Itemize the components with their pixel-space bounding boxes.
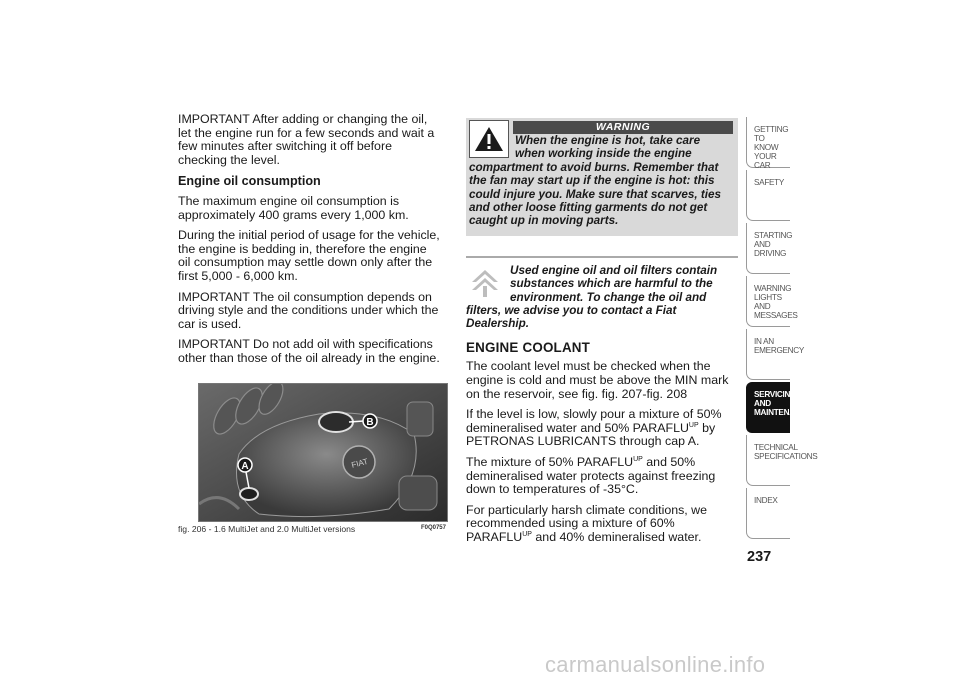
callout-b (363, 414, 377, 428)
environment-note (466, 264, 738, 331)
tab-getting-to-know[interactable]: GETTING TO KNOW YOUR CAR (746, 117, 790, 168)
tab-emergency[interactable]: IN AN EMERGENCY (746, 329, 790, 380)
tab-warning-lights[interactable]: WARNING LIGHTS AND MESSAGES (746, 276, 790, 327)
divider (466, 256, 738, 258)
paragraph-harsh-climate: For particularly harsh climate conditions, we recommended using a mixture of 60% $PARAFLU^{UP}$ and 40% demineralised water. (466, 502, 708, 544)
engine-photo-illustration (199, 384, 447, 521)
figure-caption (178, 524, 446, 534)
tab-starting-driving[interactable]: STARTING AND DRIVING (746, 223, 790, 274)
warning-triangle-icon (469, 120, 509, 158)
warning-text: When the engine is hot, take care when working inside the engine compartment to avoid burns. Remember that the fan may start up if the engine is hot: this could injure you. Make sure that scarves, ties and other loose fitting garments do not get caught up in moving parts. (469, 134, 722, 228)
tab-safety[interactable]: SAFETY (746, 170, 790, 221)
right-column (466, 118, 738, 552)
figure-caption-text: fig. 206 - 1.6 MultiJet and 2.0 MultiJet versions (178, 524, 356, 534)
tab-index[interactable]: INDEX (746, 488, 790, 539)
tab-technical-specs[interactable]: TECHNICAL SPECIFICATIONS (746, 435, 790, 486)
engine-figure (198, 383, 448, 522)
paragraph-coolant-level: The coolant level must be checked when the engine is cold and must be above the MIN mark on the reservoir, see fig. fig. 207-fig. 208 (466, 359, 729, 401)
paragraph-coolant-mixture: If the level is low, slowly pour a mixture of 50% demineralised water and 50% $PARAFLU^{UP}$ by PETRONAS LUBRICANTS through cap A. (466, 407, 722, 449)
figure-code: F0Q0757 (420, 525, 446, 531)
chapter-tabs (746, 117, 818, 541)
tab-servicing-maintenance[interactable]: SERVICING AND MAINTENANCE (746, 382, 790, 433)
heading-oil-consumption: Engine oil consumption (178, 174, 321, 189)
paragraph-freeze-protection: The mixture of 50% $PARAFLU^{UP}$ and 50% demineralised water protects against freezing down to temperatures of -35°C. (466, 455, 716, 497)
callout-a (238, 458, 252, 472)
environment-icon (466, 266, 504, 300)
svg-text:FIAT: FIAT (350, 456, 370, 470)
svg-text:B: B (366, 417, 374, 428)
paragraph-max-consumption: The maximum engine oil consumption is approximately 400 grams every 1,000 km. (178, 193, 409, 222)
paragraph-oil-change: IMPORTANT After adding or changing the oil, let the engine run for a few seconds and wait a few minutes after switching it off before checking the level. (178, 112, 435, 167)
warning-title: WARNING (513, 121, 733, 134)
paragraph-driving-style: IMPORTANT The oil consumption depends on driving style and the conditions under which the car is used. (178, 289, 439, 331)
watermark: carmanualsonline.info (545, 652, 766, 677)
page-number: 237 (747, 549, 772, 565)
environment-note-text: Used engine oil and oil filters contain substances which are harmful to the environment. To change the oil and filters, we advise you to contact a Fiat Dealership. (466, 263, 718, 331)
paragraph-oil-specs: IMPORTANT Do not add oil with specifications other than those of the oil already in the engine. (178, 337, 440, 365)
heading-engine-coolant: ENGINE COOLANT (466, 339, 591, 355)
left-column (178, 113, 440, 373)
warning-box (466, 118, 738, 236)
svg-text:A: A (241, 461, 249, 472)
paragraph-bedding-in: During the initial period of usage for the vehicle, the engine is bedding in, therefore the engine oil consumption may settle down only after the first 5,000 - 6,000 km. (178, 228, 440, 283)
